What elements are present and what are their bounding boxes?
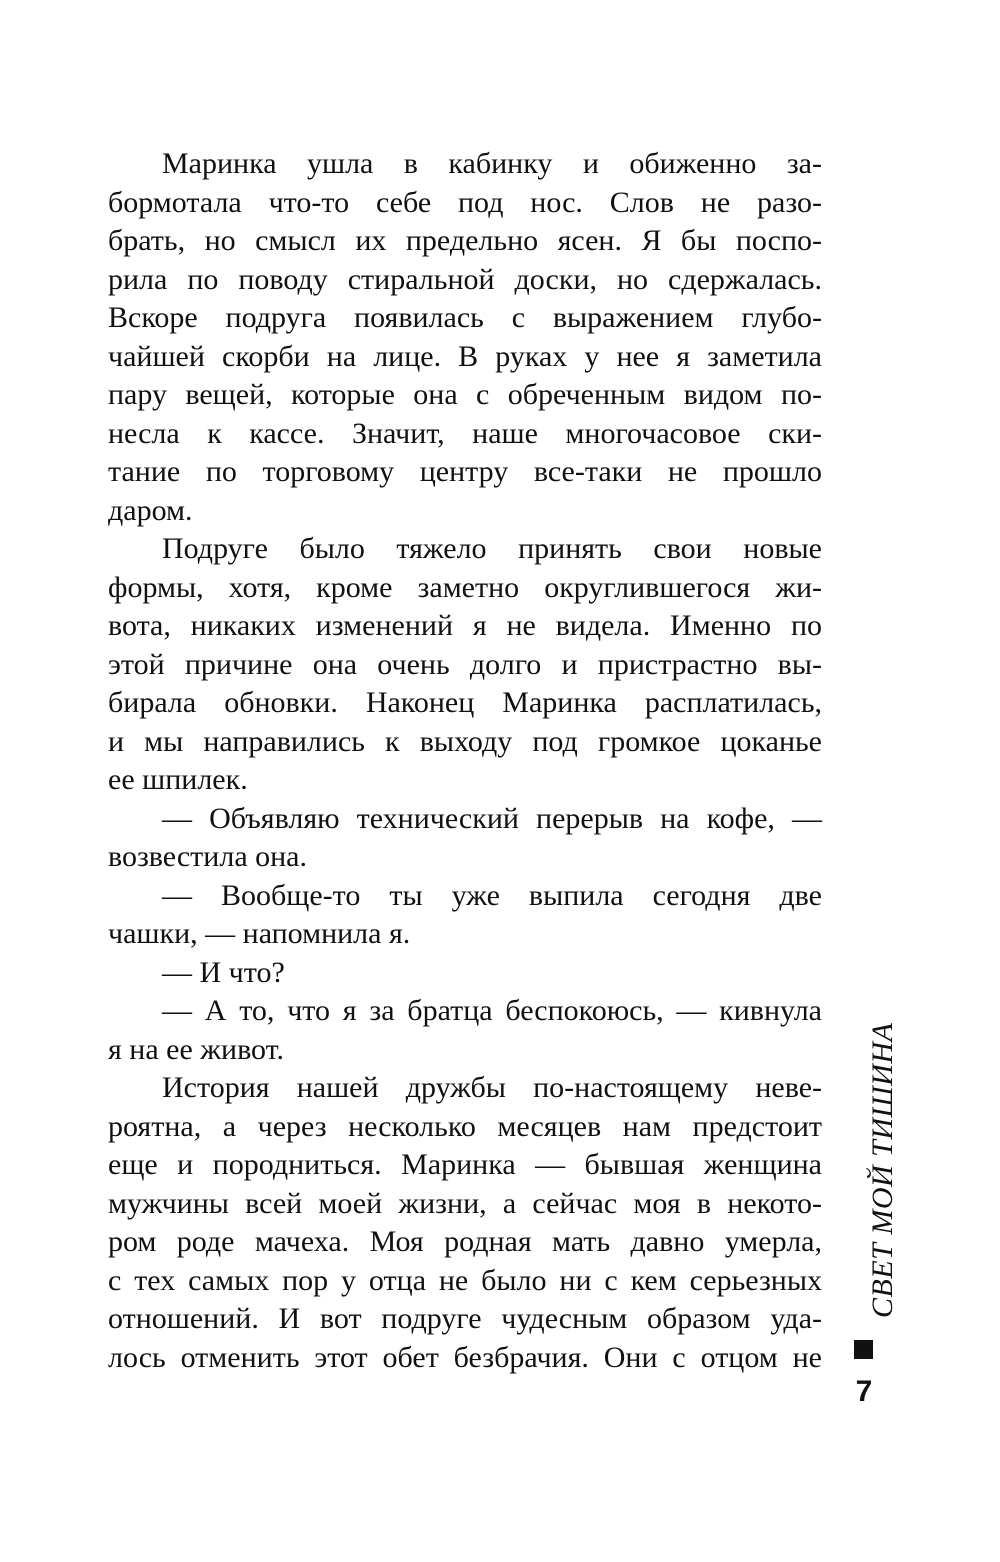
text-line: лось отменить этот обет безбрачия. Они с отцом не bbox=[108, 1340, 822, 1374]
text-line: я на ее живот. bbox=[108, 1032, 285, 1066]
text-line: вота, никаких изменений я не видела. Именно по bbox=[108, 609, 822, 642]
text-line: Маринка ушла в кабинку и обиженно за- bbox=[162, 147, 822, 180]
text-line: — А то, что я за братца беспокоюсь, — кивнула bbox=[162, 994, 822, 1027]
text-line: с тех самых пор у отца не было ни с кем серьезных bbox=[108, 1263, 822, 1297]
text-line: Вскоре подруга появилась с выражением глубо- bbox=[108, 301, 822, 334]
text-line: возвестила она. bbox=[108, 840, 307, 873]
text-line: ее шпилек. bbox=[108, 763, 248, 796]
text-line: бирала обновки. Наконец Маринка расплатилась, bbox=[108, 686, 822, 719]
text-line: мужчины всей моей жизни, а сейчас моя в некото- bbox=[108, 1186, 822, 1220]
text-line: История нашей дружбы по-настоящему неве- bbox=[162, 1071, 822, 1104]
text-line: формы, хотя, кроме заметно округлившегося жи- bbox=[108, 570, 822, 604]
text-line: чашки, — напомнила я. bbox=[108, 917, 411, 950]
text-line: тание по торговому центру все-таки не прошло bbox=[108, 455, 822, 488]
text-line: еще и породниться. Маринка — бывшая женщина bbox=[108, 1148, 822, 1181]
text-line: брать, но смысл их предельно ясен. Я бы поспо- bbox=[108, 224, 822, 257]
text-line: отношений. И вот подруге чудесным образом уда- bbox=[108, 1302, 822, 1335]
text-line: чайшей скорби на лице. В руках у нее я заметила bbox=[108, 339, 822, 373]
text-line: — Вообще-то ты уже выпила сегодня две bbox=[162, 878, 822, 912]
text-line: пару вещей, которые она с обреченным видом по- bbox=[108, 378, 822, 411]
text-line: даром. bbox=[108, 493, 193, 527]
page-number: 7 bbox=[855, 1375, 873, 1408]
square-marker-icon bbox=[854, 1340, 873, 1359]
text-line: роятна, а через несколько месяцев нам предстоит bbox=[108, 1109, 822, 1143]
text-line: Подруге было тяжело принять свои новые bbox=[162, 532, 822, 565]
text-line: — Объявляю технический перерыв на кофе, — bbox=[162, 801, 822, 835]
text-line: и мы направились к выходу под громкое цоканье bbox=[108, 724, 822, 758]
text-line: — И что? bbox=[162, 955, 285, 989]
text-line: этой причине она очень долго и пристрастно вы- bbox=[108, 647, 822, 681]
text-line: бормотала что-то себе под нос. Слов не разо- bbox=[108, 185, 822, 219]
text-line: рила по поводу стиральной доски, но сдержалась. bbox=[108, 262, 822, 296]
body-text bbox=[108, 145, 822, 1377]
text-line: несла к кассе. Значит, наше многочасовое ски- bbox=[108, 416, 822, 450]
text-line: ром роде мачеха. Моя родная мать давно умерла, bbox=[108, 1225, 822, 1258]
running-title: СВЕТ МОЙ ТИШИНА bbox=[866, 1022, 899, 1318]
